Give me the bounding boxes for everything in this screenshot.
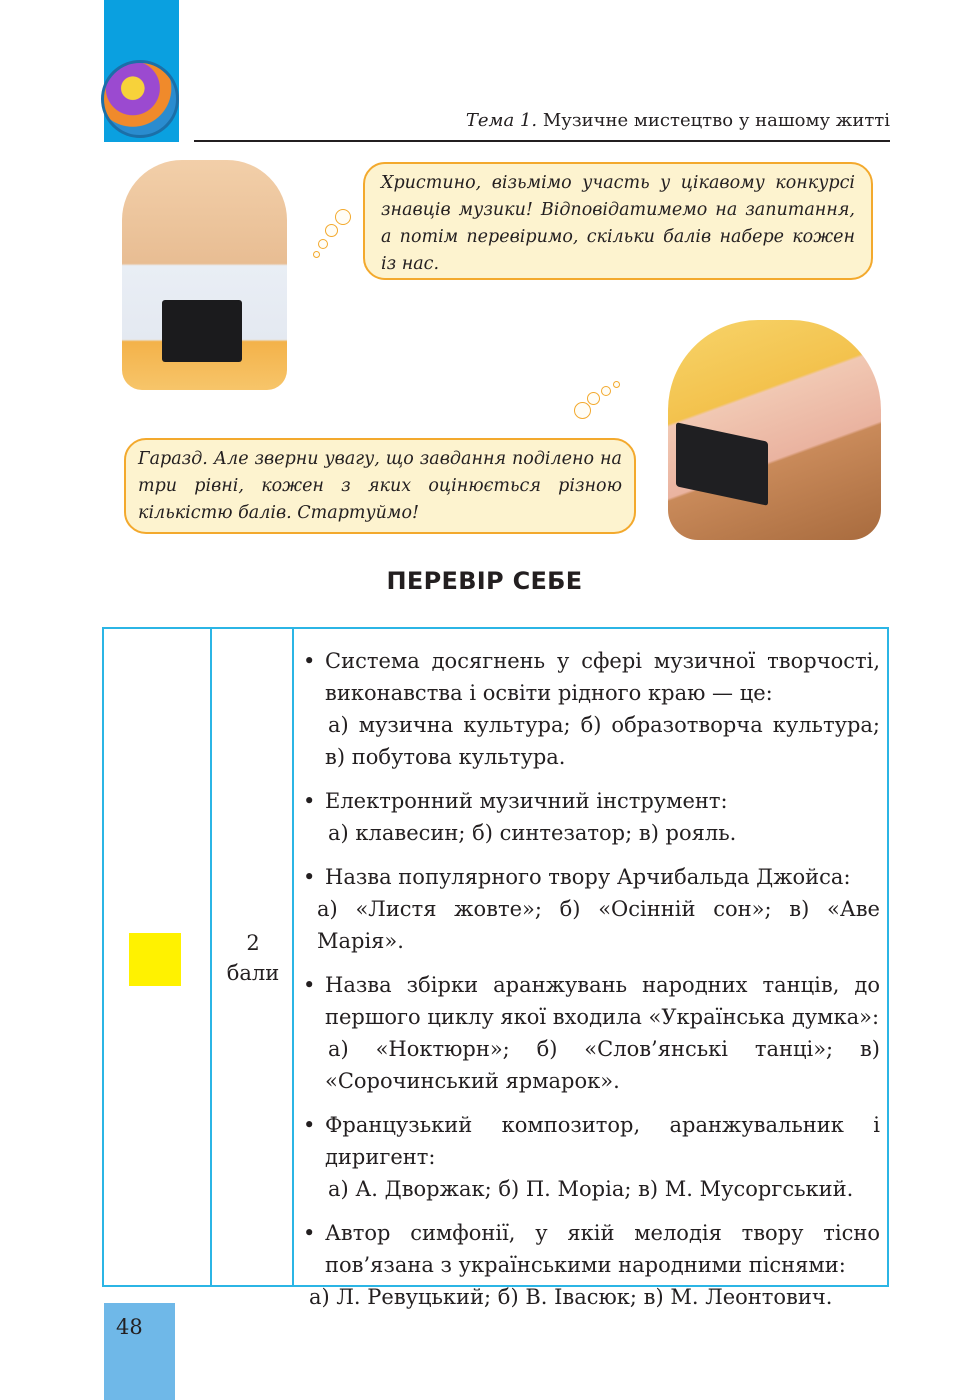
header-rule xyxy=(194,140,890,142)
list-item xyxy=(300,1217,880,1313)
thought-dot xyxy=(335,209,351,225)
answer-options: а) музична культура; б) образотворча культура; в) побутова культура. xyxy=(325,713,880,769)
thought-dot xyxy=(318,239,328,249)
list-item xyxy=(300,785,880,849)
question-text: Автор симфонії, у якій мелодія твору тісно пов’язана з українськими народними піснями: xyxy=(325,1221,880,1277)
answer-options: а) клавесин; б) синтезатор; в) рояль. xyxy=(328,821,737,845)
thought-dot xyxy=(574,402,591,419)
question-text: Французький композитор, аранжувальник і диригент: xyxy=(325,1113,880,1169)
thought-dot xyxy=(325,224,338,237)
list-item xyxy=(300,645,880,773)
thought-dot xyxy=(601,386,611,396)
boy-speech-bubble: Христино, візьмімо участь у цікавому конкурсі знавців музики! Відповідатимемо на запитання, а потім перевіримо, скільки балів набере кожен із нас. xyxy=(363,162,873,280)
answer-options: а) Л. Ревуцький; б) В. Івасюк; в) М. Леонтович. xyxy=(309,1285,833,1309)
question-text: Назва збірки аранжувань народних танців, до першого циклу якої входила «Українська думка»: xyxy=(325,973,880,1029)
bullet: • xyxy=(303,789,316,813)
music-emblem-icon xyxy=(101,60,179,138)
girl-speech-bubble: Гаразд. Але зверни увагу, що завдання поділено на три рівні, кожен з яких оцінюється різною кількістю балів. Стартуймо! xyxy=(124,438,636,534)
questions-list xyxy=(300,645,880,1325)
thought-dot xyxy=(313,251,320,258)
bullet: • xyxy=(303,1113,316,1137)
question-text: Електронний музичний інструмент: xyxy=(325,789,728,813)
list-item xyxy=(300,861,880,957)
theme-title: Музичне мистецтво у нашому житті xyxy=(542,110,890,131)
thought-dot xyxy=(613,381,620,388)
running-header xyxy=(466,110,890,132)
boy-laptop-icon xyxy=(162,300,242,362)
bullet: • xyxy=(303,973,316,997)
bullet: • xyxy=(303,1221,316,1245)
list-item xyxy=(300,969,880,1097)
question-text: Назва популярного твору Арчибальда Джойса: xyxy=(325,865,851,889)
page-number: 48 xyxy=(116,1315,143,1339)
theme-label: Тема 1. xyxy=(465,110,538,131)
bullet: • xyxy=(303,649,316,673)
points-cell xyxy=(212,928,294,988)
answer-options: а) А. Дворжак; б) П. Моріа; в) М. Мусоргський. xyxy=(328,1177,854,1201)
level-marker-yellow xyxy=(129,933,181,986)
question-text: Система досягнень у сфері музичної творчості, виконавства і освіти рідного краю — це: xyxy=(325,649,880,705)
points-unit: бали xyxy=(226,961,280,985)
thought-dot xyxy=(587,392,600,405)
answer-options: а) «Ноктюрн»; б) «Слов’янські танці»; в) «Сорочинський ярмарок». xyxy=(325,1037,880,1093)
bullet: • xyxy=(303,865,316,889)
points-value: 2 xyxy=(246,931,260,955)
list-item xyxy=(300,1109,880,1205)
answer-options: а) «Листя жовте»; б) «Осінній сон»; в) «Аве Марія». xyxy=(317,897,880,953)
section-title: ПЕРЕВІР СЕБЕ xyxy=(386,567,583,595)
